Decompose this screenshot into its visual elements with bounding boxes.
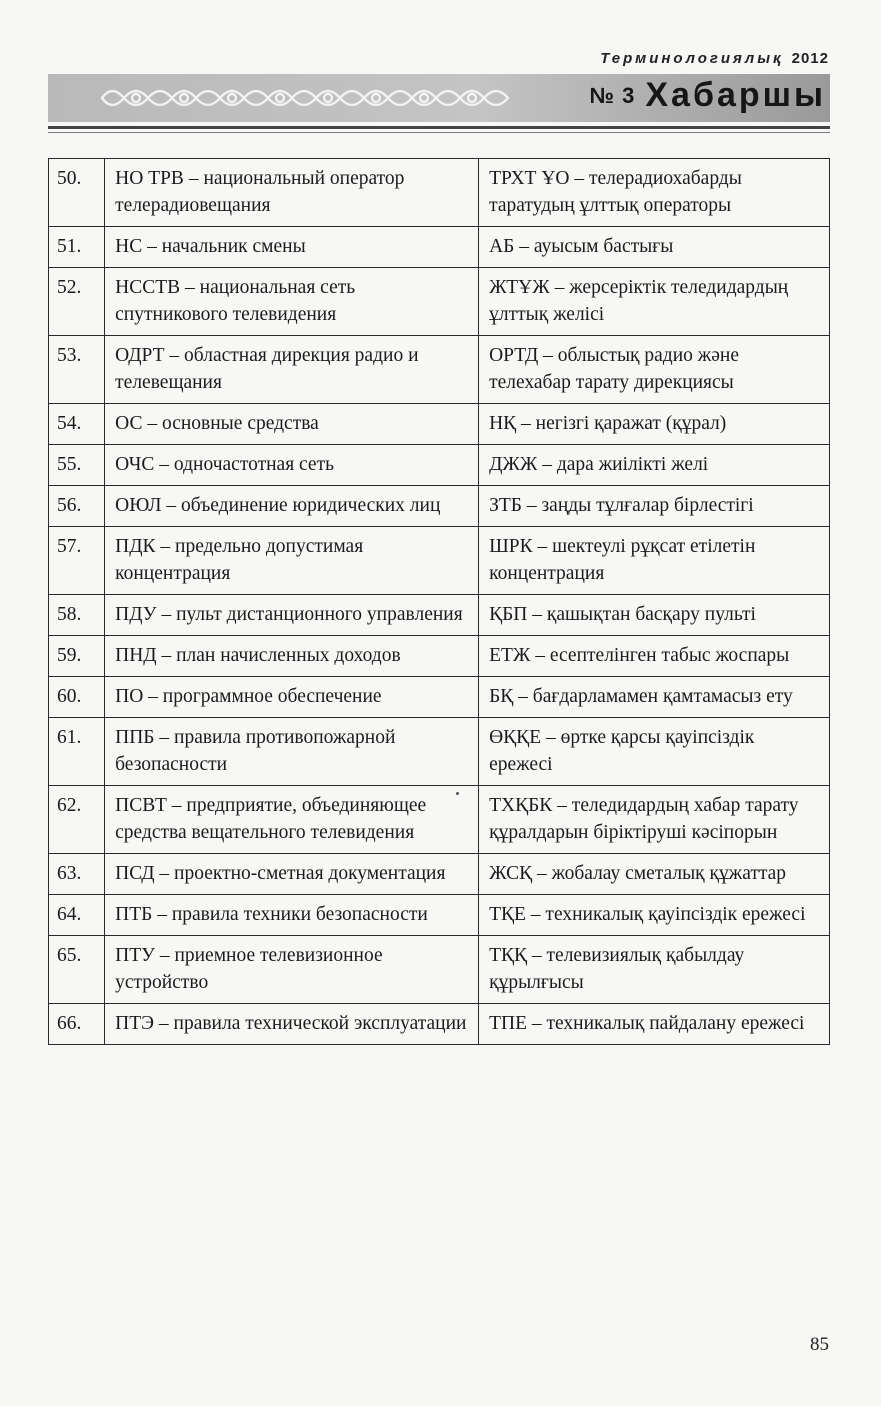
issue-number: № 3: [589, 83, 636, 108]
term-russian: ОЮЛ – объединение юридических лиц: [105, 486, 479, 527]
journal-title: [600, 50, 829, 67]
term-russian: ПСД – проектно-сметная документация: [105, 854, 479, 895]
term-kazakh: ДЖЖ – дара жиілікті желі: [479, 445, 830, 486]
term-kazakh: ШРК – шектеулі рұқсат етілетін концентрация: [479, 527, 830, 595]
term-number: 59.: [49, 636, 105, 677]
header-rule-thin: [48, 132, 830, 133]
header-rule-thick: [48, 126, 830, 129]
term-russian: ПДК – предельно допустимая концентрация: [105, 527, 479, 595]
term-kazakh: ТҚЕ – техникалық қауіпсіздік ережесі: [479, 895, 830, 936]
term-kazakh: НҚ – негізгі қаражат (құрал): [479, 404, 830, 445]
issue-word: Хабаршы: [645, 76, 826, 114]
term-number: 55.: [49, 445, 105, 486]
term-russian: ОЧС – одночастотная сеть: [105, 445, 479, 486]
table-row: [49, 854, 830, 895]
term-russian: ПДУ – пульт дистанционного управления: [105, 595, 479, 636]
term-russian: ОС – основные средства: [105, 404, 479, 445]
abbreviation-table: [48, 158, 830, 1045]
term-kazakh: ЕТЖ – есептелінген табыс жоспары: [479, 636, 830, 677]
page-number: 85: [810, 1334, 829, 1355]
term-kazakh: ЖТҰЖ – жерсеріктік теледидардың ұлттық желісі: [479, 268, 830, 336]
table-row: [49, 677, 830, 718]
term-kazakh: ҚБП – қашықтан басқару пульті: [479, 595, 830, 636]
table-row: [49, 486, 830, 527]
term-russian: ППБ – правила противопожарной безопасности: [105, 718, 479, 786]
table-row: [49, 227, 830, 268]
term-russian: ПТЭ – правила технической эксплуатации: [105, 1004, 479, 1045]
term-number: 56.: [49, 486, 105, 527]
term-number: 53.: [49, 336, 105, 404]
term-kazakh: ТПЕ – техникалық пайдалану ережесі: [479, 1004, 830, 1045]
scan-speck: [456, 792, 459, 795]
journal-title-text: Терминологиялық: [600, 50, 784, 67]
term-number: 60.: [49, 677, 105, 718]
term-kazakh: ЗТБ – заңды тұлғалар бірлестігі: [479, 486, 830, 527]
table-row: [49, 636, 830, 677]
header-band: [48, 74, 830, 122]
term-russian: ОДРТ – областная дирекция радио и телевещания: [105, 336, 479, 404]
term-number: 58.: [49, 595, 105, 636]
table-row: [49, 527, 830, 595]
term-kazakh: ӨҚҚЕ – өртке қарсы қауіпсіздік ережесі: [479, 718, 830, 786]
table-row: [49, 718, 830, 786]
table-row: [49, 159, 830, 227]
term-number: 50.: [49, 159, 105, 227]
table-row: [49, 786, 830, 854]
term-kazakh: ТҚҚ – телевизиялық қабылдау құрылғысы: [479, 936, 830, 1004]
page-header: [0, 0, 881, 140]
table-row: [49, 268, 830, 336]
term-kazakh: БҚ – бағдарламамен қамтамасыз ету: [479, 677, 830, 718]
table-row: [49, 404, 830, 445]
table-row: [49, 595, 830, 636]
term-number: 57.: [49, 527, 105, 595]
term-russian: ПСВТ – предприятие, объединяющее средства вещательного телевидения: [105, 786, 479, 854]
term-russian: НО ТРВ – национальный оператор телерадиовещания: [105, 159, 479, 227]
term-number: 51.: [49, 227, 105, 268]
term-number: 52.: [49, 268, 105, 336]
term-russian: ПТБ – правила техники безопасности: [105, 895, 479, 936]
term-kazakh: АБ – ауысым бастығы: [479, 227, 830, 268]
journal-year: 2012: [791, 50, 829, 67]
term-russian: ПТУ – приемное телевизионное устройство: [105, 936, 479, 1004]
table-row: [49, 336, 830, 404]
term-russian: ПО – программное обеспечение: [105, 677, 479, 718]
term-kazakh: ОРТД – облыстық радио және телехабар тарату дирекциясы: [479, 336, 830, 404]
term-number: 62.: [49, 786, 105, 854]
table-row: [49, 1004, 830, 1045]
term-russian: НС – начальник смены: [105, 227, 479, 268]
term-kazakh: ТХҚБК – теледидардың хабар тарату құралдарын біріктіруші кәсіпорын: [479, 786, 830, 854]
table-row: [49, 445, 830, 486]
term-kazakh: ТРХТ ҰО – телерадиохабарды таратудың ұлттық операторы: [479, 159, 830, 227]
table-row: [49, 936, 830, 1004]
term-number: 64.: [49, 895, 105, 936]
term-number: 63.: [49, 854, 105, 895]
issue-label: [589, 76, 826, 115]
term-russian: НССТВ – национальная сеть спутникового телевидения: [105, 268, 479, 336]
term-number: 66.: [49, 1004, 105, 1045]
term-russian: ПНД – план начисленных доходов: [105, 636, 479, 677]
ornament-icon: [100, 76, 520, 120]
term-number: 65.: [49, 936, 105, 1004]
term-kazakh: ЖСҚ – жобалау сметалық құжаттар: [479, 854, 830, 895]
table-row: [49, 895, 830, 936]
term-number: 54.: [49, 404, 105, 445]
term-number: 61.: [49, 718, 105, 786]
